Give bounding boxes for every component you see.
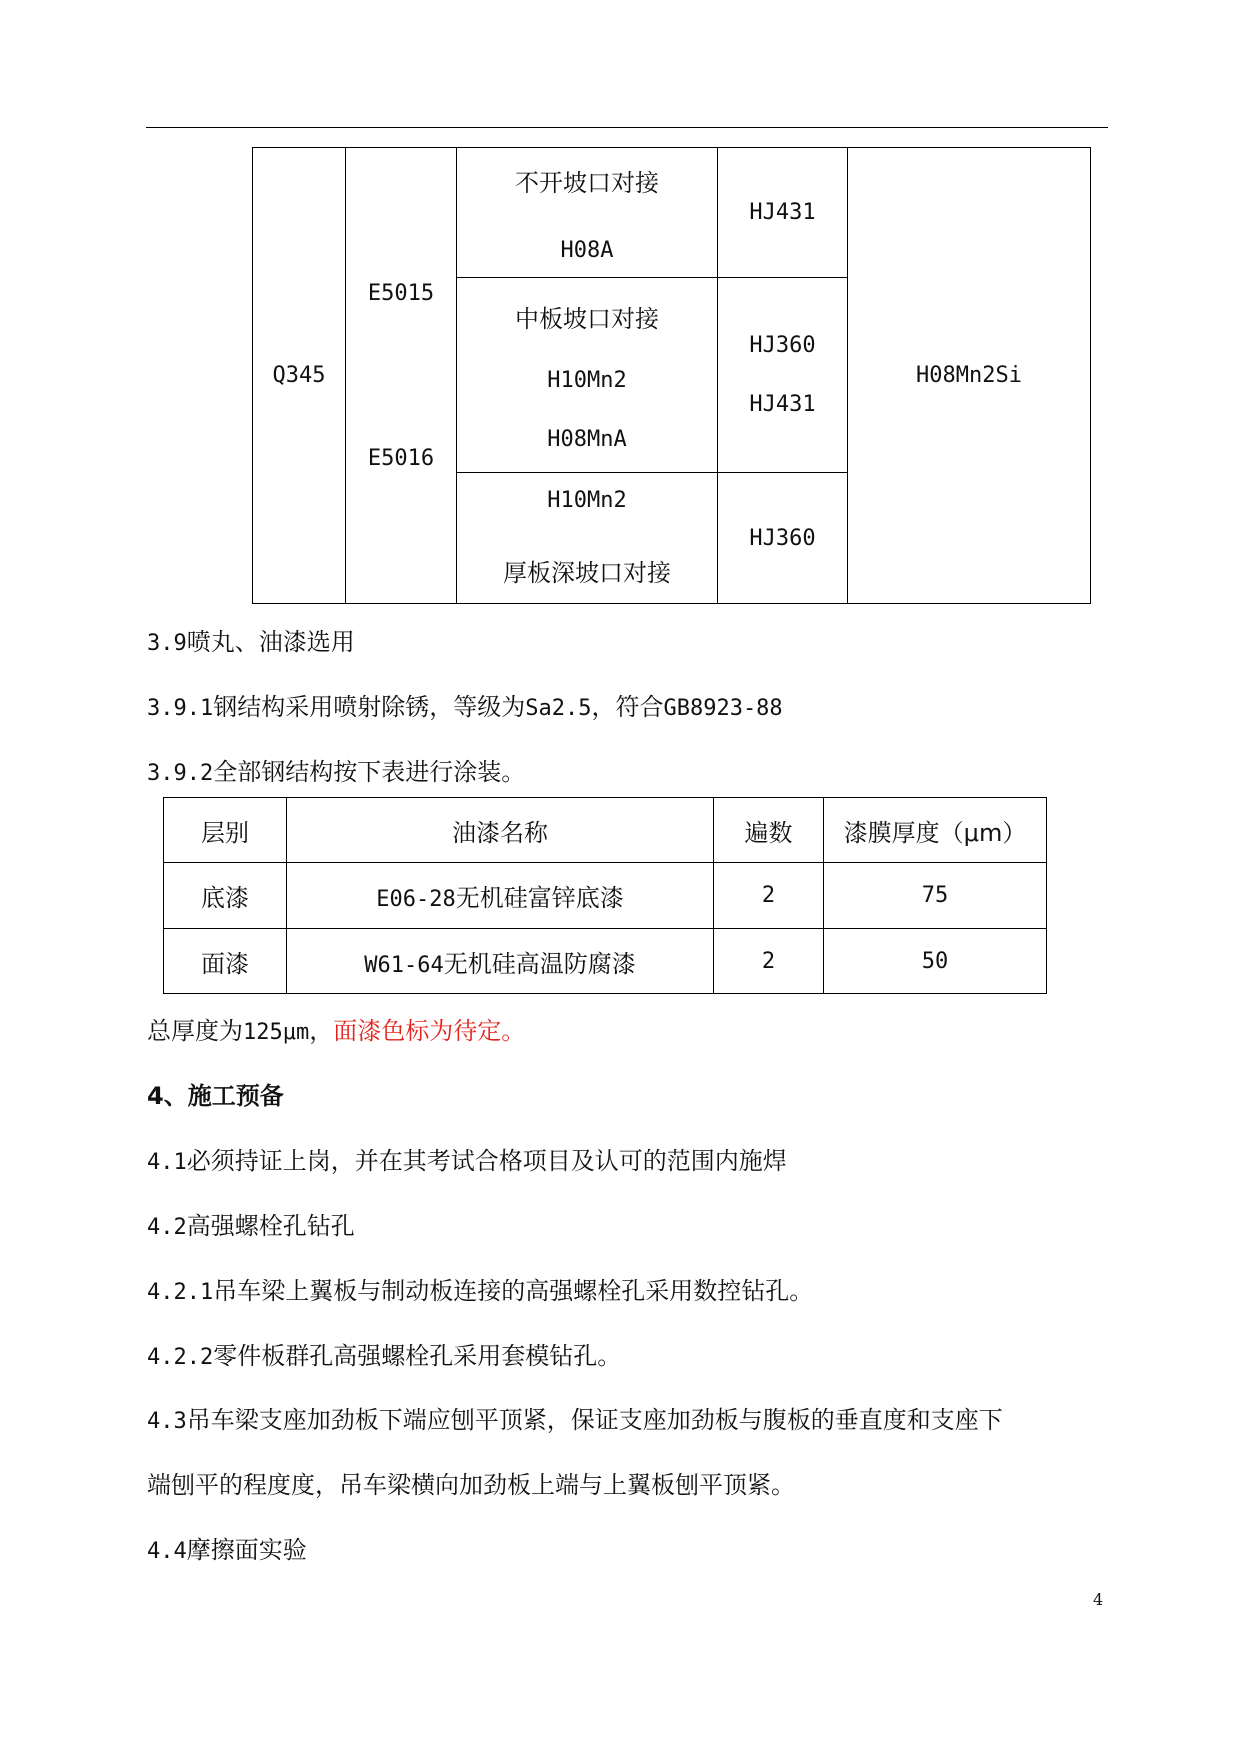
section-number: 3.9.1 bbox=[147, 696, 214, 721]
section-3-9-1 bbox=[147, 687, 783, 722]
section-4-1 bbox=[147, 1141, 787, 1176]
row1-wire: H08A bbox=[560, 237, 614, 263]
header-layer: 层别 bbox=[164, 798, 287, 863]
section-text: 必须持证上岗，并在其考试合格项目及认可的范围内施焊 bbox=[186, 1147, 787, 1175]
total-value: 125μm bbox=[243, 1020, 310, 1045]
paint-name: 无机硅高温防腐漆 bbox=[443, 949, 636, 978]
thickness-cell: 75 bbox=[824, 863, 1047, 929]
section-number: 3.9.2 bbox=[147, 761, 214, 786]
electrode-e5016: E5016 bbox=[367, 445, 435, 471]
pending-color-note: 面漆色标为待定。 bbox=[333, 1017, 526, 1045]
section-3-9-2 bbox=[147, 752, 525, 787]
layer-cell: 面漆 bbox=[164, 929, 287, 994]
cell-row3-flux bbox=[718, 473, 848, 604]
table-row bbox=[164, 863, 1047, 929]
total-prefix: 总厚度为 bbox=[147, 1017, 243, 1045]
standard-code: GB8923-88 bbox=[663, 696, 783, 721]
row2-flux-2: HJ431 bbox=[749, 392, 816, 417]
section-3-9 bbox=[147, 622, 355, 657]
cell-material bbox=[253, 148, 346, 604]
section-number: 4.3 bbox=[147, 1409, 187, 1434]
header-coats: 遍数 bbox=[714, 798, 824, 863]
paint-table-header-row bbox=[164, 798, 1047, 863]
thickness-cell: 50 bbox=[824, 929, 1047, 994]
row1-method: 不开坡口对接 bbox=[515, 168, 659, 197]
paint-code: E06-28 bbox=[376, 887, 456, 912]
header-paint-name: 油漆名称 bbox=[287, 798, 714, 863]
paint-name: 无机硅富锌底漆 bbox=[455, 884, 624, 912]
section-text-2: ，符合 bbox=[591, 693, 664, 721]
layer-cell: 底漆 bbox=[164, 863, 287, 929]
section-4-3 bbox=[147, 1400, 1003, 1435]
row3-wire: H10Mn2 bbox=[547, 488, 627, 513]
cell-row1-method bbox=[457, 148, 718, 278]
cell-electrode bbox=[346, 148, 457, 604]
section-number: 3.9 bbox=[147, 631, 187, 656]
section-number: 4.1 bbox=[147, 1150, 187, 1175]
cell-row3-method bbox=[457, 473, 718, 604]
gas-wire: H08Mn2Si bbox=[916, 363, 1022, 388]
section-4-2-2 bbox=[147, 1336, 621, 1371]
paint-code: W61-64 bbox=[364, 952, 444, 978]
row2-method: 中板坡口对接 bbox=[515, 304, 659, 333]
section-text: 零件板群孔高强螺栓孔采用套模钻孔。 bbox=[213, 1342, 622, 1370]
cell-row1-flux bbox=[718, 148, 848, 278]
total-sep: ， bbox=[309, 1017, 334, 1045]
paint-name-cell bbox=[287, 863, 714, 929]
section-text: 喷丸、油漆选用 bbox=[186, 628, 355, 656]
total-thickness-line bbox=[147, 1011, 525, 1046]
section-4-4 bbox=[147, 1530, 307, 1565]
section-4-title: 4、施工预备 bbox=[147, 1082, 284, 1110]
section-number: 4.2.1 bbox=[147, 1280, 214, 1305]
section-4-2 bbox=[147, 1206, 355, 1241]
paint-name-cell bbox=[287, 929, 714, 994]
section-4-2-1 bbox=[147, 1271, 813, 1306]
page-number: 4 bbox=[1093, 1590, 1104, 1609]
cell-row2-method bbox=[457, 278, 718, 473]
row2-wire-2: H08MnA bbox=[547, 426, 627, 452]
section-4-3-cont: 端刨平的程度度，吊车梁横向加劲板上端与上翼板刨平顶紧。 bbox=[147, 1471, 795, 1499]
row2-wire-1: H10Mn2 bbox=[547, 367, 627, 393]
section-number: 4.4 bbox=[147, 1539, 187, 1564]
material-text: Q345 bbox=[272, 363, 326, 388]
section-text: 摩擦面实验 bbox=[186, 1536, 307, 1564]
section-number: 4.2 bbox=[147, 1215, 187, 1240]
section-number: 4.2.2 bbox=[147, 1345, 214, 1370]
row2-flux-1: HJ360 bbox=[749, 333, 816, 358]
section-text: 吊车梁上翼板与制动板连接的高强螺栓孔采用数控钻孔。 bbox=[213, 1277, 814, 1305]
section-text: 高强螺栓孔钻孔 bbox=[186, 1212, 355, 1240]
row1-flux: HJ431 bbox=[749, 200, 816, 225]
table-row bbox=[164, 929, 1047, 994]
electrode-e5015: E5015 bbox=[367, 280, 435, 306]
electrode-stack bbox=[346, 281, 456, 471]
cell-gas-wire bbox=[848, 148, 1091, 604]
coats-cell: 2 bbox=[714, 863, 824, 929]
section-text-line-1: 吊车梁支座加劲板下端应刨平顶紧，保证支座加劲板与腹板的垂直度和支座下 bbox=[186, 1406, 1003, 1434]
coats-cell: 2 bbox=[714, 929, 824, 994]
rust-grade: Sa2.5 bbox=[525, 696, 592, 721]
header-thickness: 漆膜厚度（μm） bbox=[824, 798, 1047, 863]
section-text: 全部钢结构按下表进行涂装。 bbox=[213, 758, 526, 786]
paint-table bbox=[163, 797, 1047, 994]
section-text: 钢结构采用喷射除锈，等级为 bbox=[213, 693, 526, 721]
cell-row2-flux bbox=[718, 278, 848, 473]
header-rule bbox=[146, 127, 1108, 128]
row3-method: 厚板深坡口对接 bbox=[503, 559, 671, 587]
row3-flux: HJ360 bbox=[749, 525, 816, 551]
welding-material-table bbox=[252, 147, 1091, 604]
